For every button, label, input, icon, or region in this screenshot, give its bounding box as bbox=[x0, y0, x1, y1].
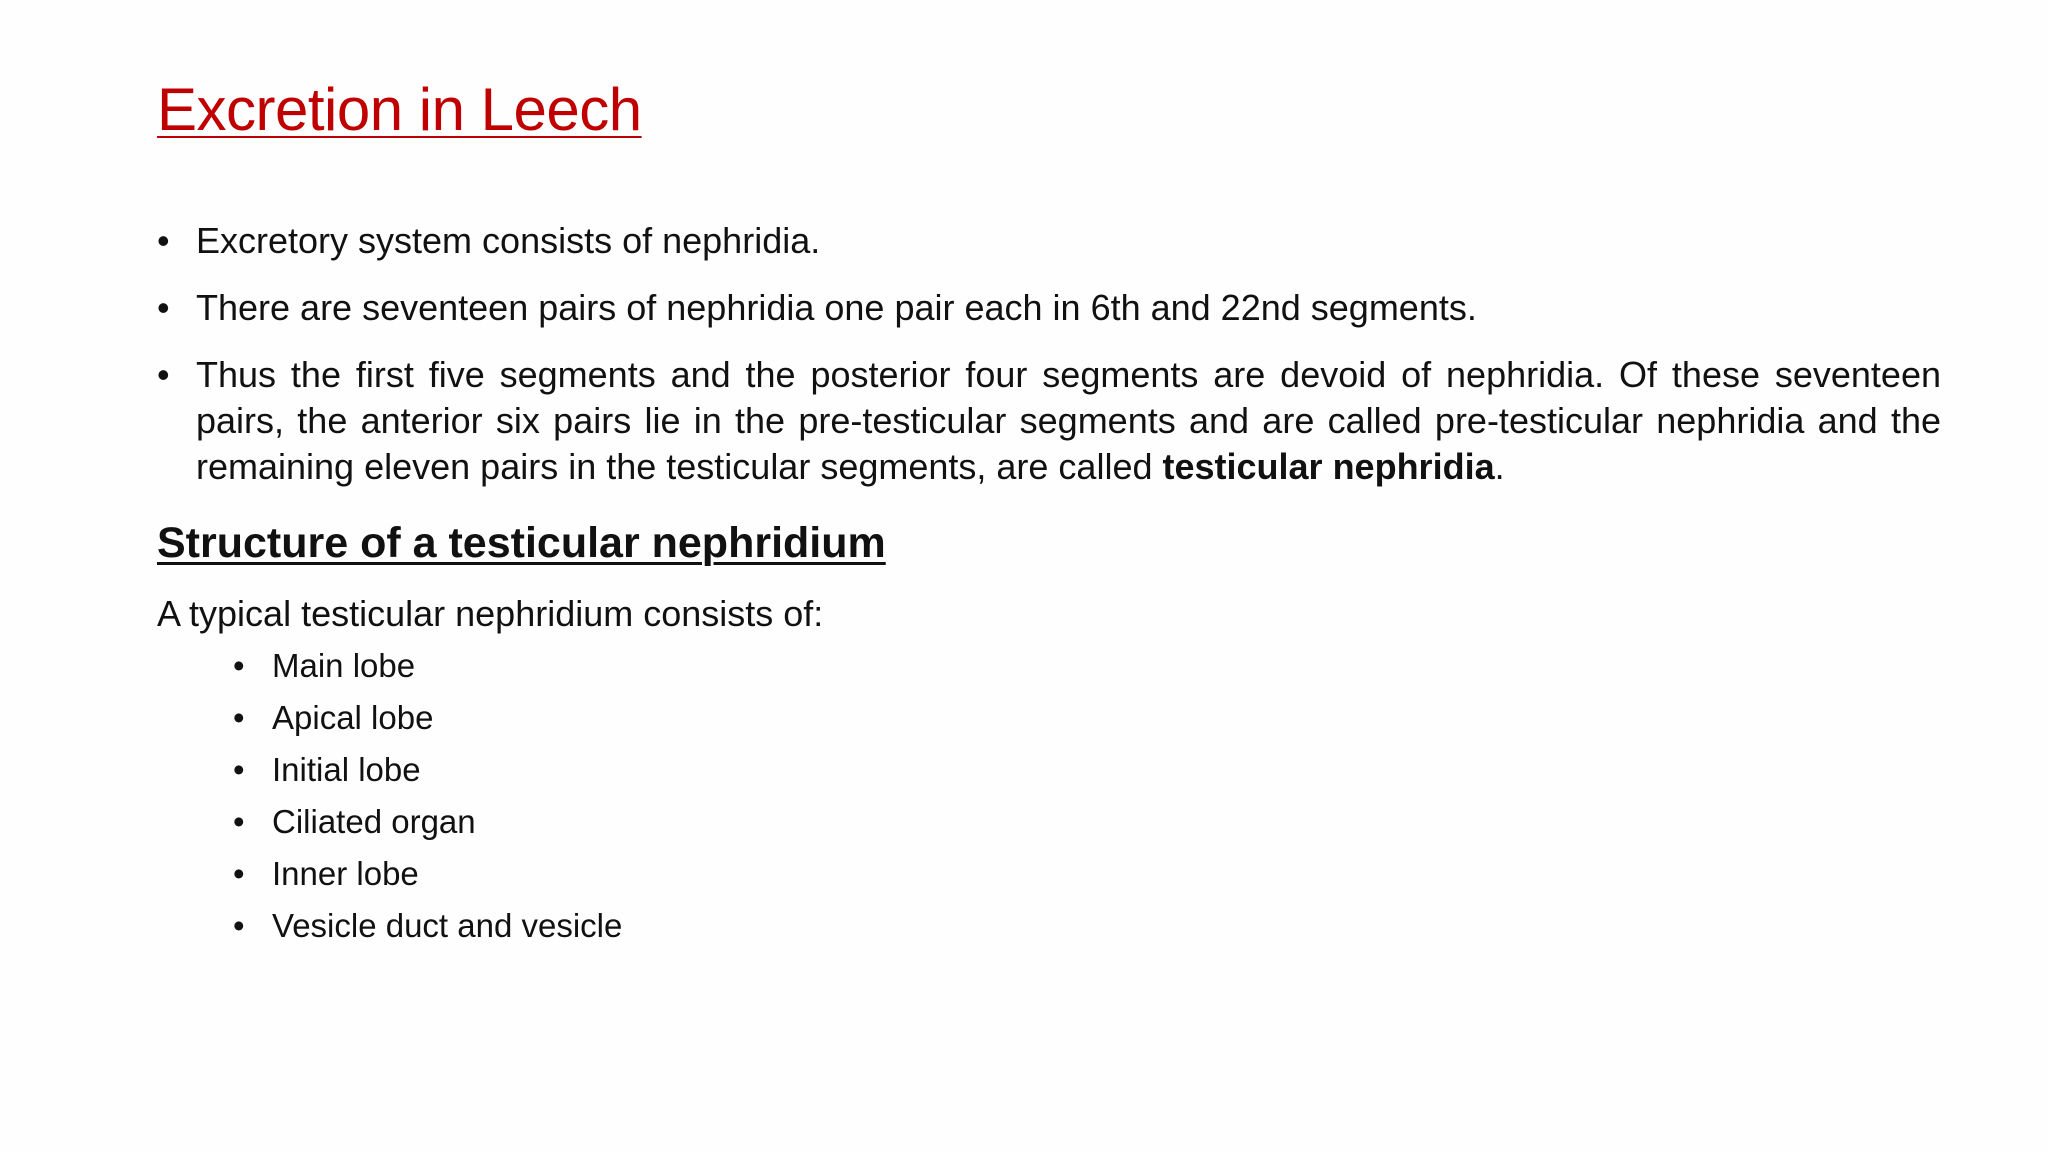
bullet-text-regular: Thus the first five segments and the posterior four segments are devoid of nephridia. Of these seventeen pairs, the anterior six pairs lie in the pre-testicular segments and are called pre-testicular nephridia and the remaining eleven pairs in the testicular segments, are called bbox=[196, 354, 1941, 487]
bullet-icon: • bbox=[233, 803, 245, 840]
list-item bbox=[233, 802, 622, 842]
list-item bbox=[233, 906, 622, 946]
part-label: Ciliated organ bbox=[272, 803, 476, 840]
list-item bbox=[157, 285, 1941, 331]
bullet-icon: • bbox=[233, 855, 245, 892]
bullet-text-end: . bbox=[1494, 446, 1505, 487]
intro-text: A typical testicular nephridium consists of: bbox=[157, 593, 824, 634]
list-item bbox=[233, 854, 622, 894]
bullet-text: There are seventeen pairs of nephridia one pair each in 6th and 22nd segments. bbox=[196, 287, 1477, 328]
part-label: Apical lobe bbox=[272, 699, 434, 736]
bullet-icon: • bbox=[157, 287, 170, 328]
list-item bbox=[157, 218, 1941, 264]
part-label: Main lobe bbox=[272, 647, 416, 684]
list-item bbox=[157, 352, 1941, 490]
bullet-icon: • bbox=[233, 699, 245, 736]
list-item bbox=[233, 698, 622, 738]
part-label: Initial lobe bbox=[272, 751, 421, 788]
bullet-list bbox=[157, 218, 1941, 511]
bullet-icon: • bbox=[233, 907, 245, 944]
bullet-icon: • bbox=[233, 647, 245, 684]
bullet-icon: • bbox=[157, 354, 170, 395]
bullet-text bbox=[196, 352, 1941, 490]
part-label: Inner lobe bbox=[272, 855, 419, 892]
bullet-icon: • bbox=[233, 751, 245, 788]
slide-title: Excretion in Leech bbox=[157, 76, 642, 143]
list-item bbox=[233, 646, 622, 686]
section-heading: Structure of a testicular nephridium bbox=[157, 519, 886, 567]
list-item bbox=[233, 750, 622, 790]
parts-list bbox=[233, 646, 622, 958]
part-label: Vesicle duct and vesicle bbox=[272, 907, 623, 944]
bullet-text-bold: testicular nephridia bbox=[1162, 446, 1495, 487]
bullet-text: Excretory system consists of nephridia. bbox=[196, 220, 821, 261]
bullet-icon: • bbox=[157, 220, 170, 261]
